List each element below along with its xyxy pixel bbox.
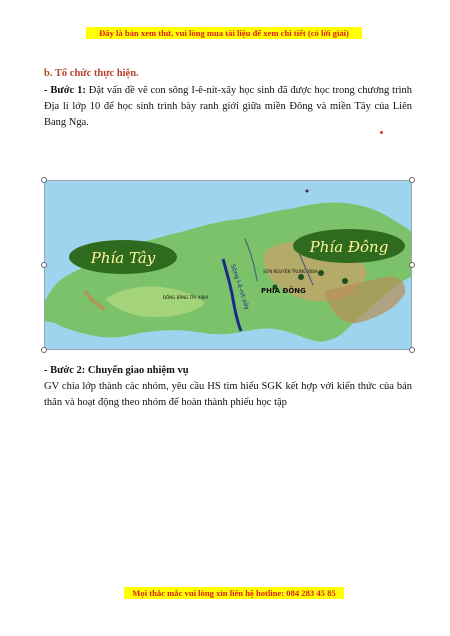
resize-handle-right[interactable]	[409, 262, 415, 268]
hotline-footer: Mọi thắc mắc vui lòng xin liên hệ hotline: 084 283 45 85	[124, 587, 344, 599]
resize-handle-left[interactable]	[41, 262, 47, 268]
plain-label: ĐỒNG BẰNG TÂY XIBIA	[163, 295, 209, 300]
red-dot-mark	[380, 131, 383, 134]
step-1-text: Đặt vấn đề vẽ con sông I-ê-nít-xây học sinh đã được học trong chương trình Địa lí lớp 10 để học sinh trình bày ranh giới giữa miền Đông và miền Tây của Liên Bang Nga.	[44, 85, 412, 128]
west-label: Phía Tây	[90, 249, 156, 267]
step-2-heading-text: - Bước 2: Chuyển giao nhiệm vụ	[44, 365, 189, 376]
step-1-paragraph	[44, 83, 412, 131]
section-title: b. Tổ chức thực hiện.	[44, 68, 139, 79]
plateau-label: SƠN NGUYÊN TRUNG XIBIA	[263, 269, 318, 274]
step-2-heading	[44, 363, 412, 379]
step-1-label: - Bước 1:	[44, 85, 86, 96]
region-east-label: PHÍA ĐÔNG	[261, 287, 306, 295]
resize-handle-bottom-left[interactable]	[41, 347, 47, 353]
russia-map-svg	[45, 181, 412, 350]
resize-handle-top-left[interactable]	[41, 177, 47, 183]
preview-banner: Đây là bản xem thử, vui lòng mua tài liệu để xem chi tiết (có lời giải)	[86, 27, 362, 39]
resize-handle-top-right[interactable]	[409, 177, 415, 183]
russia-map-image[interactable]	[44, 180, 412, 350]
river-label: Sông I-ê-nít-xây	[229, 263, 251, 311]
step-2-paragraph: GV chia lớp thành các nhóm, yêu cầu HS tìm hiểu SGK kết hợp với kiến thức của bản thân và hoạt động theo nhóm để hoàn thành phiếu học tập	[44, 381, 412, 408]
resize-handle-bottom-right[interactable]	[409, 347, 415, 353]
east-label: Phía Đông	[309, 238, 389, 256]
